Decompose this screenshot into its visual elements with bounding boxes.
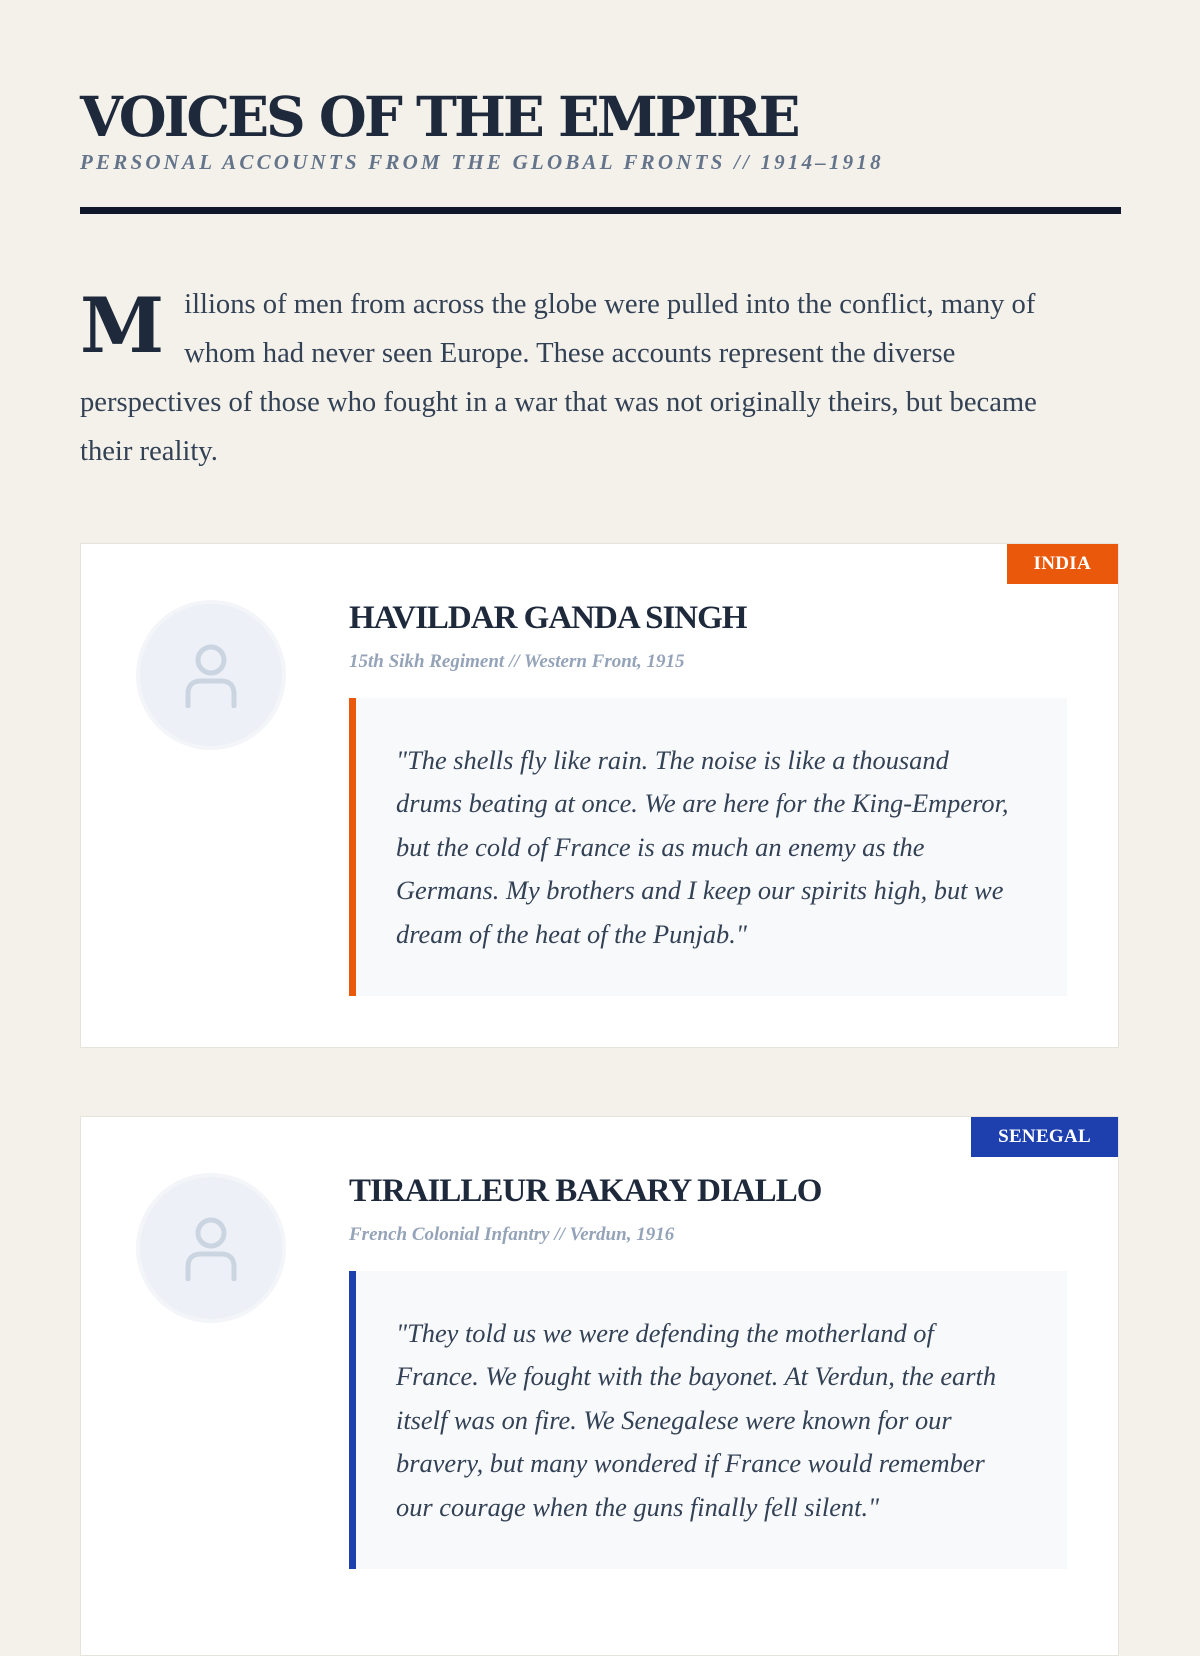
country-badge: INDIA [1007, 544, 1118, 584]
drop-cap: M [80, 281, 165, 370]
header-divider [80, 207, 1121, 214]
quote-text: "The shells fly like rain. The noise is like a thousand drums beating at once. We are here for the King-Emperor, but the cold of France is as much an enemy as the Germans. My brothers and I keep our spirits high, but we dream of the heat of the Punjab." [396, 745, 1009, 949]
page [80, 0, 1120, 1522]
person-icon [185, 644, 237, 708]
account-card-india [80, 543, 1119, 1048]
page-subtitle: PERSONAL ACCOUNTS FROM THE GLOBAL FRONTS // 1914–1918 [80, 150, 884, 174]
soldier-unit: French Colonial Infantry // Verdun, 1916 [349, 1224, 675, 1245]
soldier-name: TIRAILLEUR BAKARY DIALLO [349, 1173, 822, 1209]
soldier-unit: 15th Sikh Regiment // Western Front, 1915 [349, 651, 685, 672]
account-card-senegal [80, 1116, 1119, 1656]
testimony-quote [349, 1271, 1067, 1569]
page-title: VOICES OF THE EMPIRE [80, 84, 798, 149]
quote-text: "They told us we were defending the motherland of France. We fought with the bayonet. At Verdun, the earth itself was on fire. We Senegalese were known for our bravery, but many wondered if France would remember our courage when the guns finally fell silent." [396, 1318, 997, 1522]
avatar [136, 600, 286, 750]
page-header [80, 0, 1120, 174]
soldier-name: HAVILDAR GANDA SINGH [349, 600, 747, 636]
person-icon [185, 1217, 237, 1281]
intro-paragraph [80, 280, 1090, 476]
avatar [136, 1173, 286, 1323]
testimony-quote [349, 698, 1067, 996]
intro-text: illions of men from across the globe were pulled into the conflict, many of whom had never seen Europe. These accounts represent the diverse perspectives of those who fought in a war that was not originally theirs, but became their reality. [80, 289, 1037, 467]
country-badge: SENEGAL [971, 1117, 1118, 1157]
